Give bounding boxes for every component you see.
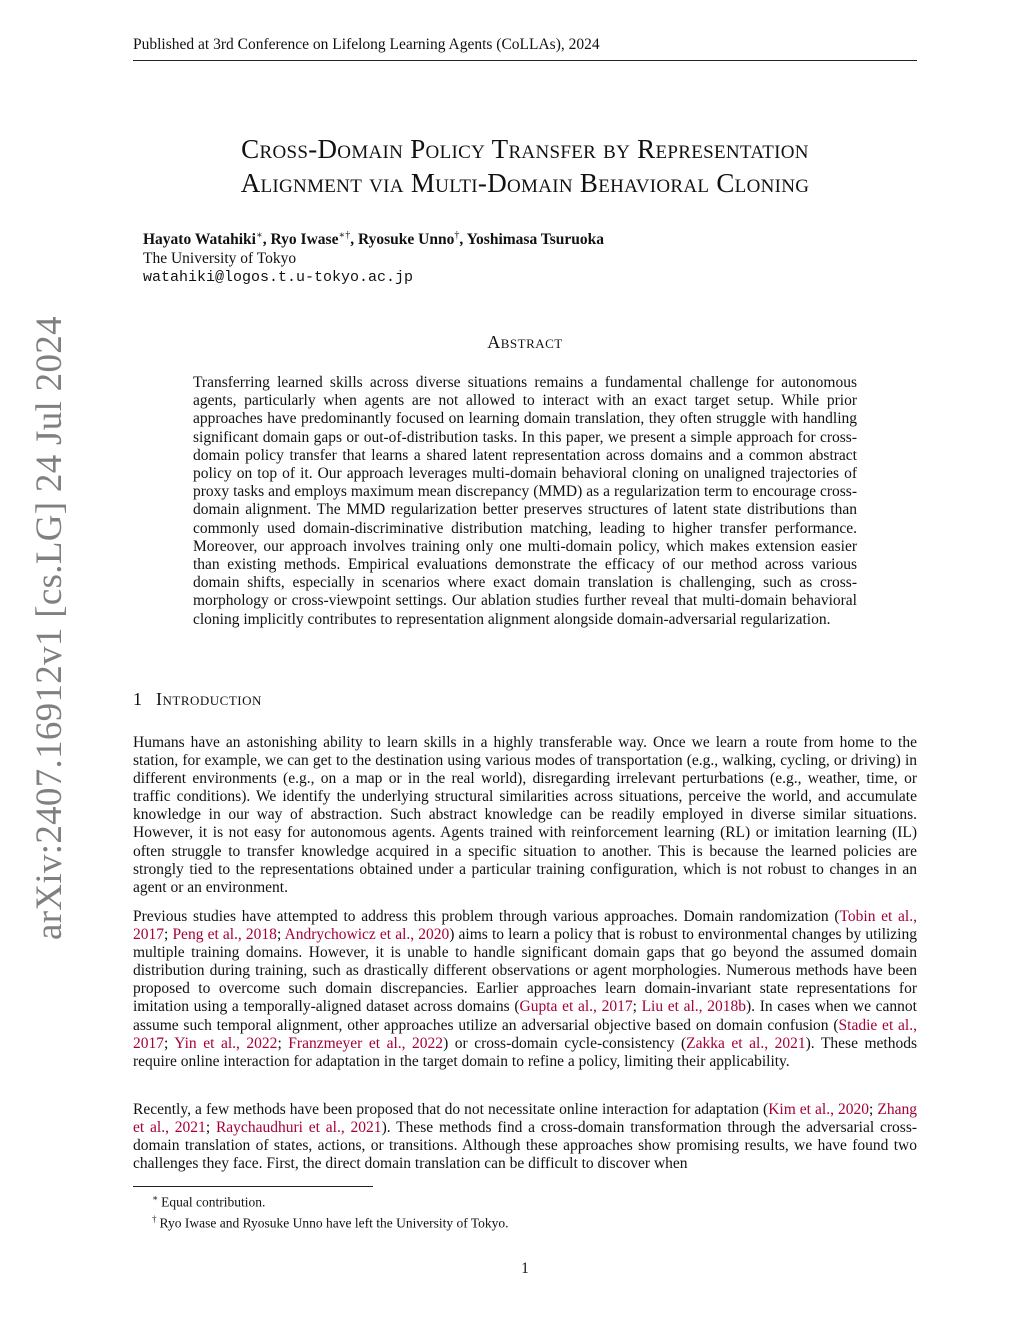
text-run: ;: [164, 1034, 175, 1052]
footnote-divider: [133, 1186, 373, 1187]
citation-link[interactable]: Andrychowicz et al., 2020: [284, 926, 450, 944]
author-2: Ryo Iwase: [270, 231, 339, 249]
section-heading: [133, 689, 262, 710]
citation-link[interactable]: Franzmeyer et al., 2022: [288, 1034, 444, 1052]
affiliation: The University of Tokyo: [143, 250, 297, 268]
footnote-2: [152, 1211, 509, 1232]
author-3: Ryosuke Unno: [358, 231, 455, 249]
footnote-1: [152, 1190, 509, 1211]
text-run: ) or cross-domain cycle-consistency (: [443, 1034, 687, 1052]
title-line-1: Cross-Domain Policy Transfer by Representation: [241, 134, 809, 164]
citation-link[interactable]: Gupta et al., 2017: [519, 998, 633, 1016]
footnote-mark: ∗: [152, 1193, 159, 1203]
text-run: Previous studies have attempted to address this problem through various approaches. Domain randomization (: [133, 908, 840, 925]
citation-link[interactable]: Kim et al., 2020: [768, 1101, 870, 1118]
abstract-text: Transferring learned skills across diverse situations remains a fundamental challenge for autonomous agents, particularly when agents are not allowed to interact with an exact target setup. While prior approaches have predominantly focused on learning domain translation, they often struggle with handling significant domain gaps or out-of-distribution tasks. In this paper, we present a simple approach for cross-domain policy transfer that learns a shared latent representation across domains and a common abstract policy on top of it. Our approach leverages multi-domain behavioral cloning on unaligned trajectories of proxy tasks and employs maximum mean discrepancy (MMD) as a regularization term to encourage cross-domain alignment. The MMD regularization better preserves structures of latent state distributions than commonly used domain-discriminative distribution matching, leading to higher transfer performance. Moreover, our approach involves training only one multi-domain policy, which makes extension easier than existing methods. Empirical evaluations demonstrate the efficacy of our method across various domain shifts, especially in scenarios where exact domain translation is challenging, such as cross-morphology or cross-viewpoint settings. Our ablation studies further reveal that multi-domain behavioral cloning implicitly contributes to representation alignment alongside domain-adversarial regularization.: [193, 374, 857, 628]
text-run: ). In cases when we cannot assume such temporal alignment, other approaches utilize an adversarial objective based on domain confusion (: [133, 998, 917, 1034]
footnotes: [152, 1190, 509, 1231]
intro-paragraph-2: [133, 908, 917, 1071]
citation-link[interactable]: Tobin et al., 2017: [133, 908, 917, 944]
author-3-mark: †: [454, 230, 460, 241]
section-number: 1: [133, 689, 142, 709]
author-names: Hayato Watahiki∗, Ryo Iwase∗†, Ryosuke Unno†, Yoshimasa Tsuruoka: [143, 230, 604, 249]
author-2-mark: ∗†: [338, 230, 351, 241]
citation-link[interactable]: Raychaudhuri et al., 2021: [215, 1119, 382, 1137]
citation-link[interactable]: Stadie et al., 2017: [133, 1016, 917, 1052]
title-line-2: Alignment via Multi-Domain Behavioral Cloning: [240, 168, 810, 198]
author-4: Yoshimasa Tsuruoka: [466, 231, 604, 249]
text-run: ;: [276, 926, 285, 944]
citation-link[interactable]: Peng et al., 2018: [172, 926, 277, 944]
text-run: ;: [164, 926, 173, 944]
text-run: ). These methods require online interaction for adaptation in the target domain to refine a policy, limiting their applicability.: [133, 1034, 918, 1070]
text-run: ) aims to learn a policy that is robust to environmental changes by utilizing multiple training domains. However, it is unable to handle significant domain gaps that go beyond the assumed domain distribution during training, such as drastically different observations or agent morphologies. Numerous methods have been proposed to overcome such domain discrepancies. Earlier approaches learn domain-invariant state representations for imitation using a temporally-aligned dataset across domains (: [133, 926, 917, 1016]
citation-link[interactable]: Zhang et al., 2021: [133, 1101, 917, 1137]
author-block: [143, 226, 604, 287]
running-header: Published at 3rd Conference on Lifelong Learning Agents (CoLLAs), 2024: [133, 36, 917, 61]
citation-link[interactable]: Yin et al., 2022: [174, 1034, 278, 1052]
footnote-text: Ryo Iwase and Ryosuke Unno have left the University of Tokyo.: [159, 1215, 509, 1230]
text-run: Recently, a few methods have been proposed that do not necessitate online interaction for adaptation (: [133, 1101, 769, 1118]
text-run: ;: [869, 1101, 878, 1118]
intro-paragraph-1: Humans have an astonishing ability to learn skills in a highly transferable way. Once we learn a route from home to the station, for example, we can get to the destination using various modes of transportation (e.g., walking, cycling, or driving) in different environments (e.g., on a map or in the real world), disregarding irrelevant perturbations (e.g., weather, time, or traffic conditions). We identify the underlying structural similarities across situations, perceive the world, and accumulate knowledge in our way of abstraction. Such abstract knowledge can be readily employed in diverse similar situations. However, it is not easy for autonomous agents. Agents trained with reinforcement learning (RL) or imitation learning (IL) often struggle to transfer knowledge acquired in a specific situation to another. This is because the learned policies are strongly tied to the representations obtained under a particular training configuration, which is not robust to changes in an agent or an environment.: [133, 734, 917, 896]
author-1: Hayato Watahiki: [143, 231, 256, 249]
text-run: ). These methods find a cross-domain transformation through the adversarial cross-domain translation of states, actions, or transitions. Although these approaches show promising results, we have found two challenges they face. First, the direct domain translation can be difficult to discover when: [133, 1119, 918, 1173]
text-run: ;: [632, 998, 642, 1016]
citation-link[interactable]: Zakka et al., 2021: [686, 1034, 806, 1052]
footnote-text: Equal contribution.: [161, 1194, 266, 1210]
abstract-heading: Abstract: [487, 332, 563, 352]
arxiv-stamp: arXiv:2407.16912v1 [cs.LG] 24 Jul 2024: [29, 316, 70, 940]
author-email[interactable]: watahiki@logos.t.u-tokyo.ac.jp: [143, 269, 414, 287]
text-run: ;: [277, 1034, 289, 1052]
citation-link[interactable]: Liu et al., 2018b: [641, 998, 746, 1016]
footnote-mark: †: [152, 1213, 157, 1224]
intro-paragraph-3: [133, 1101, 917, 1173]
author-1-mark: ∗: [255, 230, 263, 241]
text-run: ;: [205, 1119, 216, 1137]
section-title: Introduction: [156, 689, 262, 709]
paper-title: [133, 132, 917, 200]
page-number: 1: [521, 1260, 529, 1277]
